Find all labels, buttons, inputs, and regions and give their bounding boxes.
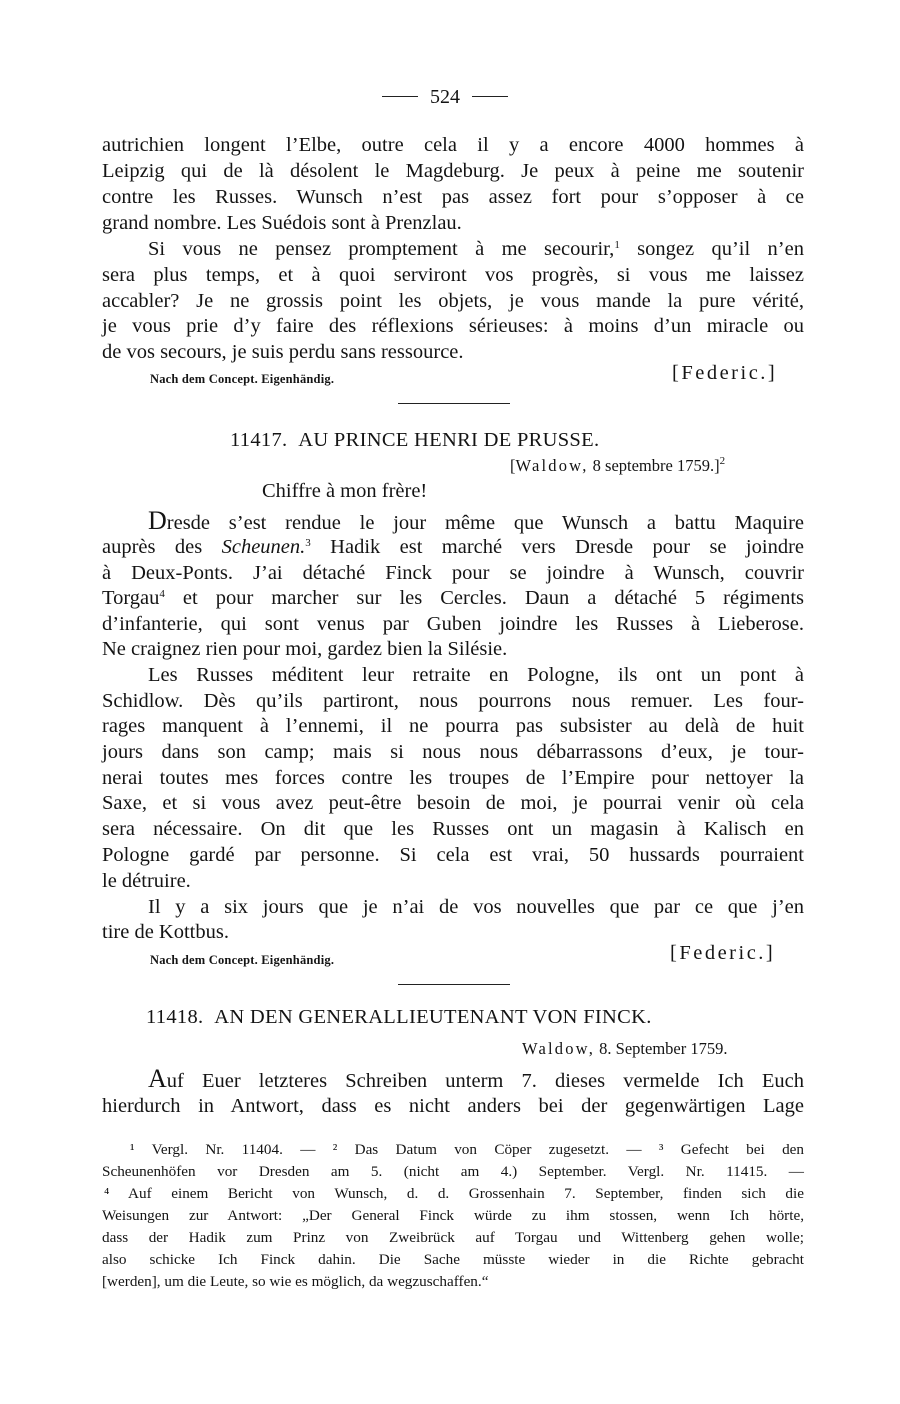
text-span: songez qu’il n’en [619, 238, 804, 260]
footnote-line: [werden], um die Leute, so wie es möglich, da wegzuschaffen.“ [102, 1273, 489, 1290]
footnote-line: also schicke Ich Finck dahin. Die Sache müsste wieder in die Richte gebracht [102, 1251, 804, 1268]
letter-heading [146, 1006, 652, 1029]
text-line: le détruire. [102, 870, 191, 892]
text-line: Saxe, et si vous avez peut-être besoin de moi, je pourrai venir où cela [102, 792, 804, 814]
footnote-line: dass der Hadik zum Prinz von Zweibrück auf Torgau und Wittenberg gehen wolle; [102, 1229, 804, 1246]
text-line: nerai toutes mes forces contre les troupes de l’Empire pour nettoyer la [102, 767, 804, 789]
salutation: Chiffre à mon frère! [262, 480, 428, 502]
footnote-ref: 3 [305, 537, 311, 549]
text-line [102, 585, 804, 611]
text-line: je vous prie d’y faire des réflexions sérieuses: à moins d’un miracle ou [102, 315, 804, 337]
dash-left [382, 96, 418, 97]
text-line: sera nécessaire. On dit que les Russes ont un magasin à Kalisch en [102, 818, 804, 840]
section-divider [398, 984, 510, 985]
text-line: hierdurch in Antwort, dass es nicht anders bei der gegenwärtigen Lage [102, 1095, 804, 1117]
text-line: à Deux-Ponts. J’ai détaché Finck pour se joindre à Wunsch, couvrir [102, 562, 804, 584]
text-line: rages manquent à l’ennemi, il ne pourra pas subsister au delà de huit [102, 715, 804, 737]
text-span: Torgau [102, 587, 160, 609]
text-line [102, 534, 804, 560]
text-line: Ne craignez rien pour moi, gardez bien la Silésie. [102, 638, 508, 660]
text-span: et pour marcher sur les Cercles. Daun a détaché 5 régiments [164, 587, 804, 609]
footnote-line: Scheunenhöfen vor Dresden am 5. (nicht am 4.) September. Vergl. Nr. 11415. — [102, 1163, 804, 1180]
footnote-line: Weisungen zur Antwort: „Der General Finck würde zu ihm stossen, wenn Ich hörte, [102, 1207, 804, 1224]
text-line: Les Russes méditent leur retraite en Pologne, ils ont un pont à [148, 664, 804, 686]
section-divider [398, 403, 510, 404]
text-span: auprès des [102, 536, 222, 558]
footnote-ref: 4 [159, 588, 165, 600]
text-line: Pologne gardé par personne. Si cela est vrai, 50 hussards pourraient [102, 844, 804, 866]
source-note: Nach dem Concept. Eigenhändig. [150, 953, 335, 967]
text-line: contre les Russes. Wunsch n’est pas assez fort pour s’opposer à ce [102, 186, 804, 208]
letter-date-text: 8. September 1759. [599, 1039, 728, 1058]
letter-title: AN DEN GENERALLIEUTENANT VON FINCK. [214, 1006, 652, 1028]
letter-date-text: 8 septembre 1759.] [592, 456, 720, 475]
letter-heading [230, 429, 599, 452]
text-line: Il y a six jours que je n’ai de vos nouvelles que par ce que j’en [148, 896, 804, 918]
text-line: de vos secours, je suis perdu sans ressource. [102, 341, 464, 363]
footnote-line: ⁴ Auf einem Bericht von Wunsch, d. d. Grossenhain 7. September, finden sich die [104, 1185, 804, 1202]
source-note: Nach dem Concept. Eigenhändig. [150, 372, 335, 386]
text-span: Si vous ne pensez promptement à me secourir, [148, 238, 615, 260]
letter-number: 11417. [230, 429, 288, 451]
initial-letter: D [148, 506, 167, 535]
footnote-ref: 2 [719, 455, 726, 467]
page-number: 524 [430, 86, 460, 108]
text-line: sera plus temps, et à quoi serviront vos progrès, si vous me laissez [102, 264, 804, 286]
text-line [148, 508, 804, 536]
text-line: d’infanterie, qui sont venus par Guben joindre les Russes à Lieberose. [102, 613, 804, 635]
text-span: uf Euer letzteres Schreiben unterm 7. dieses vermelde Ich Euch [166, 1070, 804, 1092]
text-line: grand nombre. Les Suédois sont à Prenzlau. [102, 212, 462, 234]
letter-place: Waldow, [515, 456, 589, 475]
letter-title: AU PRINCE HENRI DE PRUSSE. [298, 429, 600, 451]
text-span: Hadik est marché vers Dresde pour se joindre [310, 536, 804, 558]
text-span: resde s’est rendue le jour même que Wunsch a battu Maquire [166, 512, 804, 534]
text-line: Leipzig qui de là désolent le Magdeburg. Je peux à peine me soutenir [102, 160, 804, 182]
initial-letter: A [148, 1064, 167, 1093]
text-line: Schidlow. Dès qu’ils partiront, nous pourrons nous remuer. Les four- [102, 690, 804, 712]
bracket: [ [510, 456, 516, 475]
text-line: jours dans son camp; mais si nous nous débarrassons d’eux, je tour- [102, 741, 804, 763]
text-line: autrichien longent l’Elbe, outre cela il y a encore 4000 hommes à [102, 134, 804, 156]
letter-date [510, 456, 725, 476]
italic-text: Scheunen. [221, 536, 306, 558]
letter-place: Waldow, [522, 1039, 596, 1058]
letter-number: 11418. [146, 1006, 204, 1028]
dash-right [472, 96, 508, 97]
text-line: accabler? Je ne grossis point les objets, je vous mande la pure vérité, [102, 290, 804, 312]
text-line [148, 236, 804, 262]
signature: [Federic.] [670, 942, 776, 964]
page-number-header [370, 86, 520, 109]
letter-date [522, 1039, 727, 1059]
footnote-line: ¹ Vergl. Nr. 11404. — ² Das Datum von Cöper zugesetzt. — ³ Gefecht bei den [130, 1141, 804, 1158]
signature: [Federic.] [672, 362, 778, 384]
text-line [148, 1066, 804, 1094]
footnote-ref: 1 [614, 239, 620, 251]
text-line: tire de Kottbus. [102, 921, 229, 943]
